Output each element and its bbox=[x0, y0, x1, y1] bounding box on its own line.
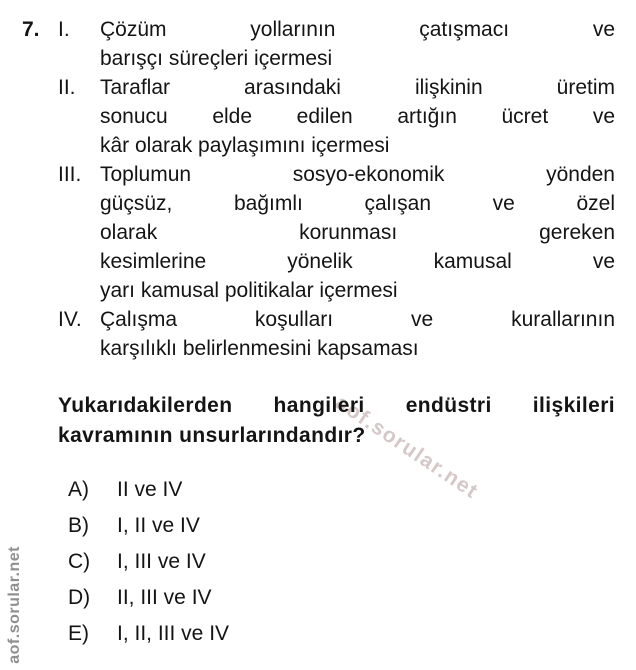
item-text-line: Taraflar arasındaki ilişkinin üretim bbox=[100, 76, 615, 99]
statement-list bbox=[58, 15, 615, 363]
answer-option-e[interactable] bbox=[68, 616, 468, 652]
statement-item-4 bbox=[58, 305, 615, 363]
vertical-site-watermark: aof.sorular.net bbox=[6, 546, 23, 664]
option-letter: B) bbox=[68, 514, 89, 537]
item-numeral: III. bbox=[58, 163, 82, 186]
question-stem-line: Yukarıdakilerden hangileri endüstri ilişkileri bbox=[58, 394, 615, 417]
answer-options bbox=[68, 472, 468, 652]
option-text: I, II ve IV bbox=[117, 514, 200, 537]
option-text: I, III ve IV bbox=[117, 550, 206, 573]
item-numeral: I. bbox=[58, 18, 70, 41]
option-letter: A) bbox=[68, 478, 89, 501]
item-text-line: kâr olarak paylaşımını içermesi bbox=[100, 134, 390, 157]
item-text-line: olarak korunması gereken bbox=[100, 221, 615, 244]
statement-item-3 bbox=[58, 160, 615, 305]
item-text-line: kesimlerine yönelik kamusal ve bbox=[100, 250, 615, 273]
option-text: II, III ve IV bbox=[117, 586, 212, 609]
diagonal-site-watermark: aof.sorular.net bbox=[331, 391, 483, 504]
answer-option-c[interactable] bbox=[68, 544, 468, 580]
option-letter: E) bbox=[68, 622, 89, 645]
item-text-line: Çözüm yollarının çatışmacı ve bbox=[100, 18, 615, 41]
statement-item-1 bbox=[58, 15, 615, 73]
answer-option-d[interactable] bbox=[68, 580, 468, 616]
option-text: I, II, III ve IV bbox=[117, 622, 230, 645]
item-text-line: Toplumun sosyo-ekonomik yönden bbox=[100, 163, 615, 186]
question-stem-line: kavramının unsurlarındandır? bbox=[58, 424, 366, 447]
question-number: 7. bbox=[22, 18, 40, 41]
option-letter: D) bbox=[68, 586, 91, 609]
question-stem bbox=[58, 391, 615, 451]
item-text-line: Çalışma koşulları ve kurallarının bbox=[100, 308, 615, 331]
answer-option-a[interactable] bbox=[68, 472, 468, 508]
item-text-line: sonucu elde edilen artığın ücret ve bbox=[100, 105, 615, 128]
item-numeral: II. bbox=[58, 76, 76, 99]
item-text-line: yarı kamusal politikalar içermesi bbox=[100, 279, 398, 302]
answer-option-b[interactable] bbox=[68, 508, 468, 544]
item-text-line: barışçı süreçleri içermesi bbox=[100, 47, 333, 70]
item-text-line: karşılıklı belirlenmesini kapsaması bbox=[100, 337, 419, 360]
item-numeral: IV. bbox=[58, 308, 82, 331]
option-text: II ve IV bbox=[117, 478, 183, 501]
option-letter: C) bbox=[68, 550, 91, 573]
statement-item-2 bbox=[58, 73, 615, 160]
item-text-line: güçsüz, bağımlı çalışan ve özel bbox=[100, 192, 615, 215]
